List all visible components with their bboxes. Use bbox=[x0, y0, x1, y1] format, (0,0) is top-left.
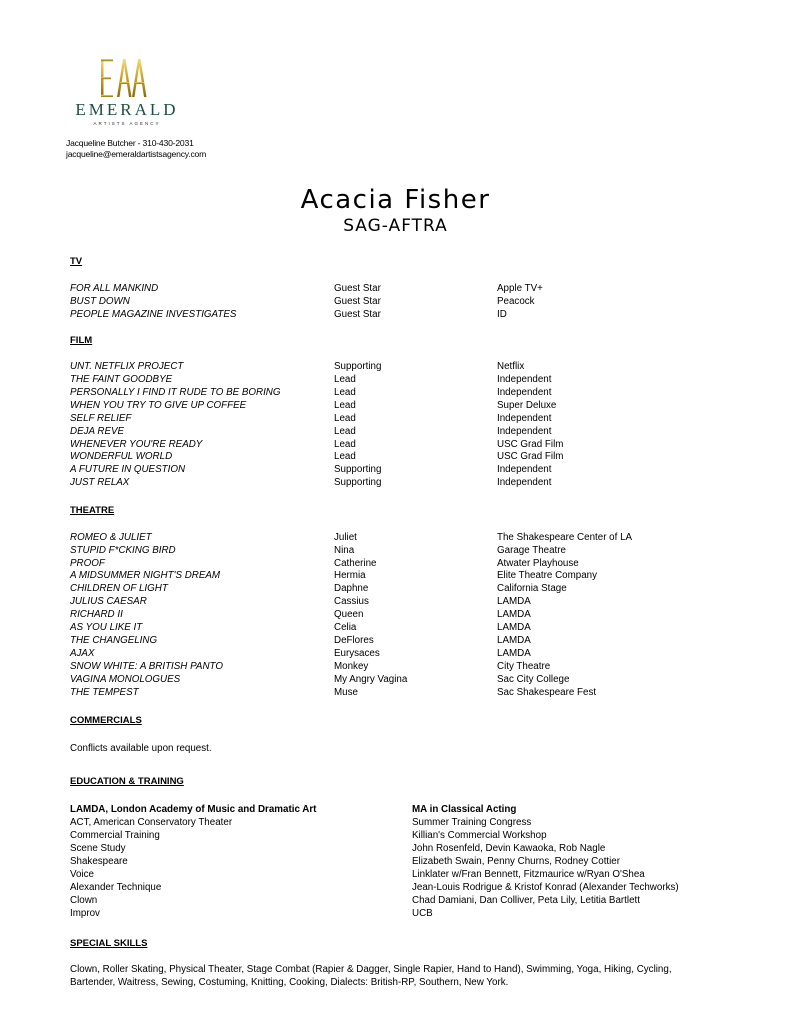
credit-title: WHEN YOU TRY TO GIVE UP COFFEE bbox=[70, 400, 247, 411]
credit-row bbox=[0, 463, 791, 476]
education-row bbox=[0, 803, 791, 816]
credit-title: A MIDSUMMER NIGHT'S DREAM bbox=[70, 570, 221, 581]
credit-row bbox=[0, 686, 791, 699]
credit-row bbox=[0, 621, 791, 634]
credit-role: Guest Star bbox=[334, 296, 381, 307]
credit-role: Muse bbox=[334, 687, 358, 698]
credit-company: Sac City College bbox=[497, 674, 570, 685]
credit-row bbox=[0, 308, 791, 321]
training-area: Clown bbox=[70, 895, 98, 906]
credit-title: THE FAINT GOODBYE bbox=[70, 374, 173, 385]
credit-title: AS YOU LIKE IT bbox=[70, 622, 143, 633]
credit-role: Supporting bbox=[334, 361, 382, 372]
film-heading: FILM bbox=[70, 335, 93, 346]
education-row bbox=[0, 881, 791, 894]
school-name: LAMDA, London Academy of Music and Dramatic Art bbox=[70, 804, 317, 815]
education-row bbox=[0, 816, 791, 829]
credit-company: Independent bbox=[497, 464, 552, 475]
training-area: Shakespeare bbox=[70, 856, 128, 867]
education-heading: EDUCATION & TRAINING bbox=[70, 776, 184, 787]
actor-name: Acacia Fisher bbox=[300, 185, 491, 215]
credit-company: Atwater Playhouse bbox=[497, 558, 579, 569]
credit-row bbox=[0, 608, 791, 621]
credit-title: PERSONALLY I FIND IT RUDE TO BE BORING bbox=[70, 387, 281, 398]
credit-title: VAGINA MONOLOGUES bbox=[70, 674, 181, 685]
credit-row bbox=[0, 373, 791, 386]
agent-contact: Jacqueline Butcher - 310-430-2031 bbox=[66, 138, 194, 148]
credit-row bbox=[0, 476, 791, 489]
credit-role: My Angry Vagina bbox=[334, 674, 408, 685]
credit-row bbox=[0, 412, 791, 425]
credit-title: A FUTURE IN QUESTION bbox=[70, 464, 186, 475]
credit-company: Independent bbox=[497, 387, 552, 398]
credit-title: PROOF bbox=[70, 558, 105, 569]
credit-title: JUST RELAX bbox=[70, 477, 130, 488]
degree: MA in Classical Acting bbox=[412, 804, 517, 815]
credit-role: Juliet bbox=[334, 532, 357, 543]
training-teacher: Jean-Louis Rodrigue & Kristof Konrad (Alexander Techworks) bbox=[412, 882, 679, 893]
credit-role: Daphne bbox=[334, 583, 369, 594]
credit-row bbox=[0, 569, 791, 582]
credit-company: City Theatre bbox=[497, 661, 551, 672]
training-teacher: UCB bbox=[412, 908, 433, 919]
credit-company: Independent bbox=[497, 413, 552, 424]
credit-title: WHENEVER YOU'RE READY bbox=[70, 439, 203, 450]
credit-title: JULIUS CAESAR bbox=[70, 596, 147, 607]
credit-role: Lead bbox=[334, 451, 356, 462]
credit-title: FOR ALL MANKIND bbox=[70, 283, 159, 294]
credit-title: ROMEO & JULIET bbox=[70, 532, 152, 543]
credit-role: Eurysaces bbox=[334, 648, 380, 659]
commercials-text: Conflicts available upon request. bbox=[70, 743, 212, 754]
credit-row bbox=[0, 531, 791, 544]
credit-role: Celia bbox=[334, 622, 357, 633]
credit-row bbox=[0, 450, 791, 463]
credit-role: Guest Star bbox=[334, 283, 381, 294]
credit-title: THE TEMPEST bbox=[70, 687, 139, 698]
credit-role: Monkey bbox=[334, 661, 369, 672]
credit-network: ID bbox=[497, 309, 507, 320]
special-skills-line-1: Clown, Roller Skating, Physical Theater, Stage Combat (Rapier & Dagger, Single Rapier, Hand to Hand), Swimming, Yoga, Hiking, Cycling, bbox=[70, 964, 672, 975]
agent-email[interactable]: jacqueline@emeraldartistsagency.com bbox=[66, 149, 207, 159]
credit-title: AJAX bbox=[70, 648, 95, 659]
credit-row bbox=[0, 647, 791, 660]
credit-title: STUPID F*CKING BIRD bbox=[70, 545, 176, 556]
agency-tagline: ARTISTS AGENCY bbox=[93, 121, 161, 126]
credit-role: Catherine bbox=[334, 558, 377, 569]
credit-role: Lead bbox=[334, 400, 356, 411]
education-row bbox=[0, 907, 791, 920]
credit-title: CHILDREN OF LIGHT bbox=[70, 583, 168, 594]
credit-row bbox=[0, 544, 791, 557]
credit-role: Queen bbox=[334, 609, 364, 620]
credit-company: The Shakespeare Center of LA bbox=[497, 532, 633, 543]
education-row bbox=[0, 868, 791, 881]
credit-network: Peacock bbox=[497, 296, 535, 307]
credit-role: Cassius bbox=[334, 596, 369, 607]
commercials-heading: COMMERCIALS bbox=[70, 715, 142, 726]
credit-title: RICHARD II bbox=[70, 609, 123, 620]
credit-row bbox=[0, 582, 791, 595]
credit-title: DEJA REVE bbox=[70, 426, 125, 437]
credit-role: Guest Star bbox=[334, 309, 381, 320]
credit-row bbox=[0, 360, 791, 373]
credit-row bbox=[0, 673, 791, 686]
credit-row bbox=[0, 660, 791, 673]
theatre-heading: THEATRE bbox=[70, 505, 115, 516]
training-teacher: John Rosenfeld, Devin Kawaoka, Rob Nagle bbox=[412, 843, 606, 854]
special-skills-heading: SPECIAL SKILLS bbox=[70, 938, 148, 949]
credit-role: Nina bbox=[334, 545, 355, 556]
credit-company: LAMDA bbox=[497, 622, 531, 633]
credit-role: Lead bbox=[334, 387, 356, 398]
credit-role: Lead bbox=[334, 413, 356, 424]
education-row bbox=[0, 829, 791, 842]
credit-row bbox=[0, 295, 791, 308]
credit-row bbox=[0, 425, 791, 438]
credit-company: Elite Theatre Company bbox=[497, 570, 598, 581]
credit-role: Lead bbox=[334, 426, 356, 437]
credit-role: Supporting bbox=[334, 464, 382, 475]
credit-company: USC Grad Film bbox=[497, 439, 564, 450]
credit-company: Garage Theatre bbox=[497, 545, 566, 556]
training-area: Alexander Technique bbox=[70, 882, 162, 893]
education-row bbox=[0, 894, 791, 907]
credit-company: LAMDA bbox=[497, 609, 531, 620]
credit-row bbox=[0, 399, 791, 412]
credit-role: Supporting bbox=[334, 477, 382, 488]
training-area: Improv bbox=[70, 908, 100, 919]
special-skills-line-2: Bartender, Waitress, Sewing, Costuming, Knitting, Cooking, Dialects: British-RP, Southern, New York. bbox=[70, 977, 509, 988]
credit-company: LAMDA bbox=[497, 635, 531, 646]
credit-title: THE CHANGELING bbox=[70, 635, 158, 646]
credit-company: Sac Shakespeare Fest bbox=[497, 687, 597, 698]
training-teacher: Elizabeth Swain, Penny Churns, Rodney Cottier bbox=[412, 856, 621, 867]
training-area: Voice bbox=[70, 869, 94, 880]
training-area: Commercial Training bbox=[70, 830, 160, 841]
education-row bbox=[0, 842, 791, 855]
agency-name: EMERALD bbox=[75, 100, 179, 119]
credit-network: Apple TV+ bbox=[497, 283, 543, 294]
credit-title: UNT. NETFLIX PROJECT bbox=[70, 361, 184, 372]
credit-title: SELF RELIEF bbox=[70, 413, 132, 424]
credit-company: Independent bbox=[497, 374, 552, 385]
training-teacher: Chad Damiani, Dan Colliver, Peta Lily, Letitia Bartlett bbox=[412, 895, 640, 906]
credit-title: BUST DOWN bbox=[70, 296, 130, 307]
credit-row bbox=[0, 386, 791, 399]
credit-company: Independent bbox=[497, 426, 552, 437]
training-teacher: Killian's Commercial Workshop bbox=[412, 830, 547, 841]
credit-company: California Stage bbox=[497, 583, 567, 594]
credit-company: LAMDA bbox=[497, 596, 531, 607]
credit-title: PEOPLE MAGAZINE INVESTIGATES bbox=[70, 309, 237, 320]
credit-role: DeFlores bbox=[334, 635, 374, 646]
emerald-logo-icon bbox=[98, 56, 150, 100]
credit-role: Lead bbox=[334, 374, 356, 385]
credit-company: Super Deluxe bbox=[497, 400, 557, 411]
union-affiliation: SAG-AFTRA bbox=[343, 216, 448, 236]
credit-row bbox=[0, 282, 791, 295]
credit-company: USC Grad Film bbox=[497, 451, 564, 462]
training-area: Scene Study bbox=[70, 843, 126, 854]
credit-title: SNOW WHITE: A BRITISH PANTO bbox=[70, 661, 223, 672]
training-teacher: Linklater w/Fran Bennett, Fitzmaurice w/Ryan O'Shea bbox=[412, 869, 645, 880]
training-area: ACT, American Conservatory Theater bbox=[70, 817, 233, 828]
credit-role: Hermia bbox=[334, 570, 366, 581]
credit-company: LAMDA bbox=[497, 648, 531, 659]
credit-row bbox=[0, 595, 791, 608]
credit-company: Independent bbox=[497, 477, 552, 488]
training-teacher: Summer Training Congress bbox=[412, 817, 532, 828]
education-row bbox=[0, 855, 791, 868]
credit-title: WONDERFUL WORLD bbox=[70, 451, 173, 462]
credit-company: Netflix bbox=[497, 361, 525, 372]
credit-row bbox=[0, 634, 791, 647]
credit-role: Lead bbox=[334, 439, 356, 450]
tv-heading: TV bbox=[70, 256, 83, 267]
